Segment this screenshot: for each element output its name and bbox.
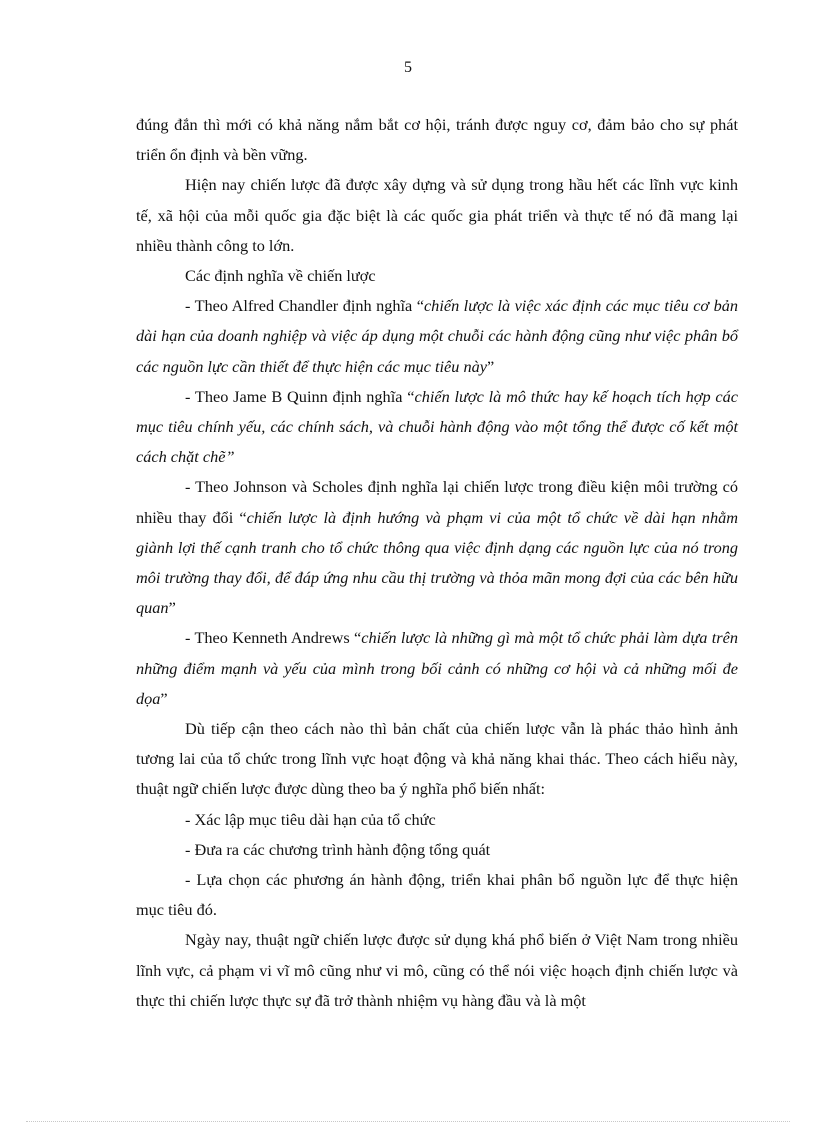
paragraph-text: - Đưa ra các chương trình hành động tổng quát — [185, 839, 491, 859]
paragraph — [136, 382, 738, 473]
paragraph-text: Các định nghĩa về chiến lược — [185, 266, 376, 286]
paragraph-text: đúng đắn thì mới có khả năng nắm bắt cơ hội, tránh được nguy cơ, đảm bảo cho sự phát triển ổn định và bền vững. — [136, 115, 738, 165]
italic-quote-text: chiến lược là mô thức hay kế hoạch tích hợp các mục tiêu chính yếu, các chính sách, và chuỗi hành động vào một tổng thể được cố kết một cách chặt chẽ” — [136, 386, 738, 467]
paragraph — [136, 835, 738, 865]
paragraph-text: ” — [486, 356, 495, 376]
italic-quote-text: chiến lược là những gì mà một tổ chức phải làm dựa trên những điểm mạnh và yếu của mình trong bối cảnh có những cơ hội và cả những mối đe dọa — [136, 628, 738, 708]
paragraph-text: ” — [160, 688, 168, 708]
paragraph — [136, 865, 738, 925]
italic-quote-text: chiến lược là định hướng và phạm vi của một tổ chức về dài hạn nhằm giành lợi thế cạnh tranh cho tổ chức thông qua việc định dạng các nguồn lực của nó trong môi trường thay đổi, để đáp ứng nhu cầu thị trường và thỏa mãn mong đợi của các bên hữu quan — [136, 507, 738, 618]
italic-quote-text: chiến lược là việc xác định các mục tiêu cơ bản dài hạn của doanh nghiệp và việc áp dụng một chuỗi các hành động cũng như việc phân bổ các nguồn lực cần thiết để thực hiện các mục tiêu này — [136, 296, 738, 376]
paragraph — [136, 925, 738, 1016]
paragraph — [136, 623, 738, 714]
paragraph-text: Hiện nay chiến lược đã được xây dựng và sử dụng trong hầu hết các lĩnh vực kinh tế, xã hội của mỗi quốc gia đặc biệt là các quốc gia phát triển và thực tế nó đã mang lại nhiều thành công to lớn. — [136, 175, 738, 255]
paragraph-text: - Theo Jame B Quinn định nghĩa “ — [185, 386, 415, 406]
paragraph — [136, 472, 738, 623]
paragraph — [136, 110, 738, 170]
paragraph — [136, 714, 738, 805]
paragraph-text: - Theo Kenneth Andrews “ — [185, 628, 362, 648]
document-body — [136, 110, 738, 1016]
paragraph — [136, 291, 738, 382]
paragraph-text: - Theo Johnson và Scholes định nghĩa lại chiến lược trong điều kiện môi trường có nhiều thay đổi “ — [136, 477, 738, 527]
paragraph-text: - Lựa chọn các phương án hành động, triển khai phân bổ nguồn lực để thực hiện mục tiêu đó. — [136, 870, 738, 920]
paragraph — [136, 805, 738, 835]
paragraph-text: - Theo Alfred Chandler định nghĩa “ — [185, 296, 424, 316]
paragraph-text: Dù tiếp cận theo cách nào thì bản chất của chiến lược vẫn là phác thảo hình ảnh tương lai của tổ chức trong lĩnh vực hoạt động và khả năng khai thác. Theo cách hiểu này, thuật ngữ chiến lược được dùng theo ba ý nghĩa phổ biến nhất: — [136, 719, 738, 799]
page-number: 5 — [404, 59, 412, 76]
paragraph — [136, 170, 738, 261]
paragraph-text: Ngày nay, thuật ngữ chiến lược được sử dụng khá phổ biến ở Việt Nam trong nhiều lĩnh vực, cả phạm vi vĩ mô cũng như vi mô, cũng có thể nói việc hoạch định chiến lược và thực thi chiến lược thực sự đã trở thành nhiệm vụ hàng đầu và là một — [136, 930, 738, 1010]
paragraph — [136, 261, 738, 291]
paragraph-text: ” — [168, 598, 176, 618]
page-bottom-rule — [26, 1121, 790, 1122]
paragraph-text: - Xác lập mục tiêu dài hạn của tổ chức — [185, 809, 436, 829]
